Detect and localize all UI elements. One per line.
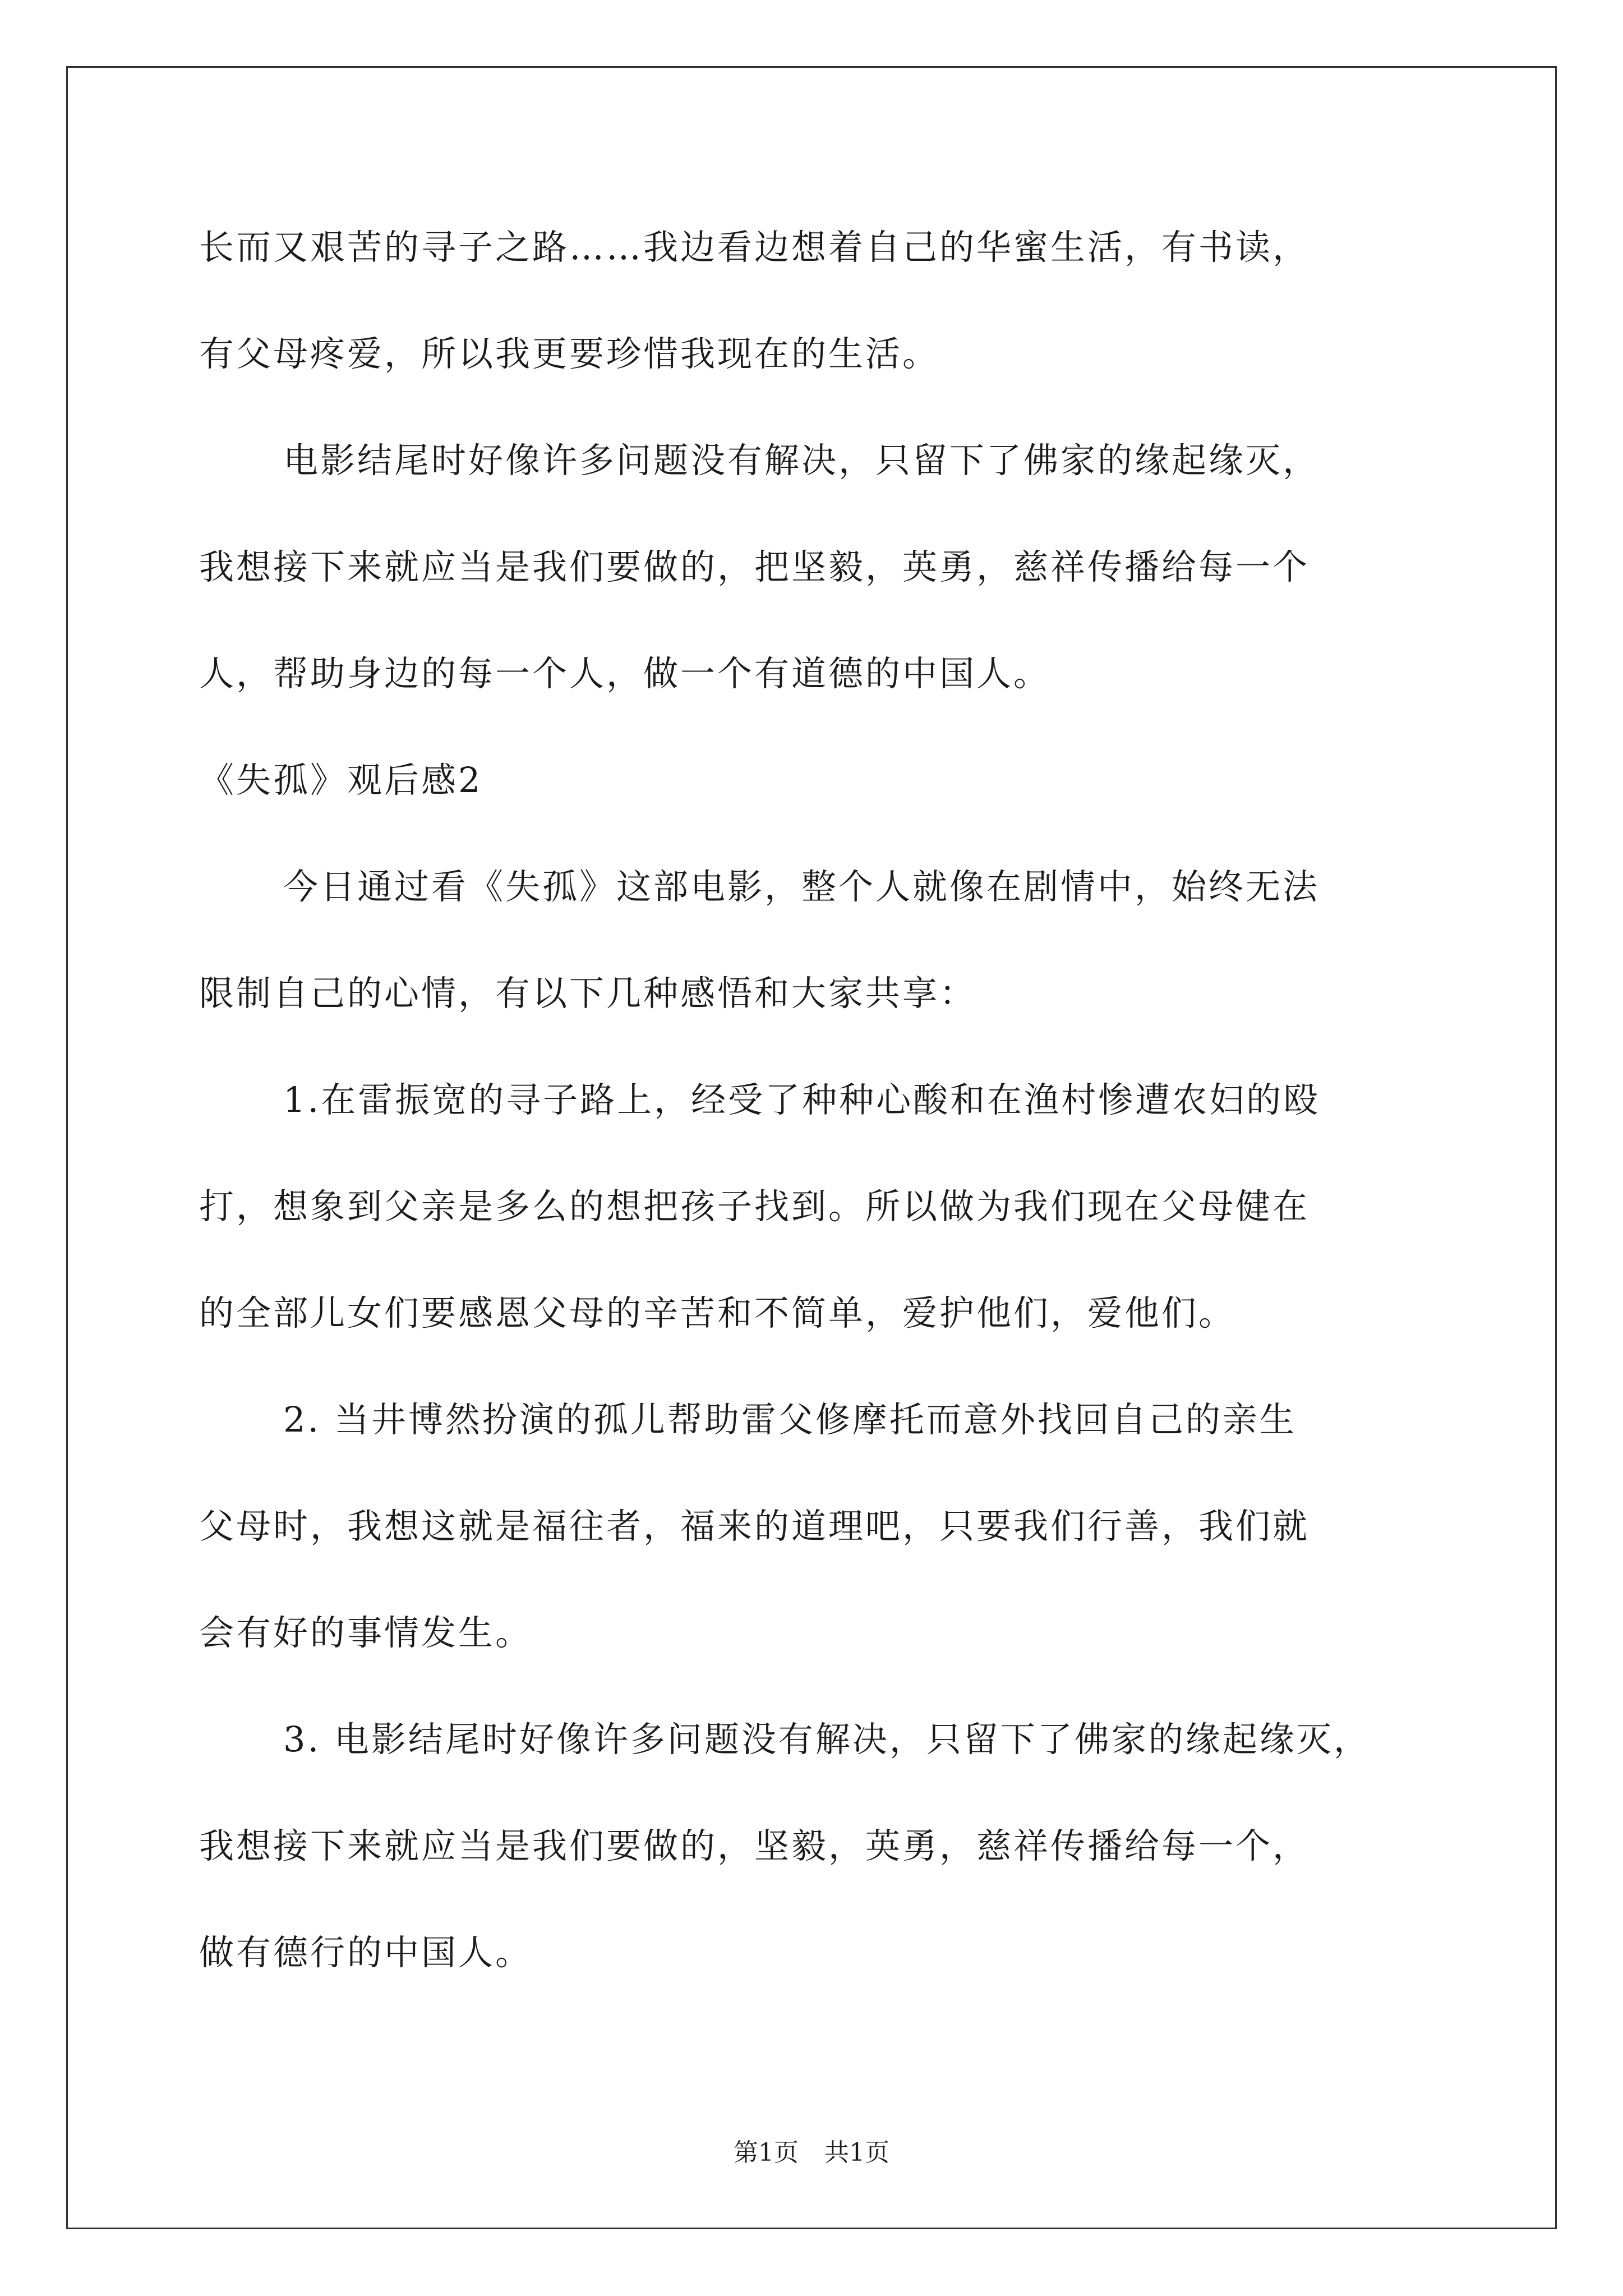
text-line: 电影结尾时好像许多问题没有解决，只留下了佛家的缘起缘灭， xyxy=(283,440,1320,481)
text-line: 的全部儿女们要感恩父母的辛苦和不简单，爱护他们，爱他们。 xyxy=(199,1292,1236,1333)
page-number: 第1页 xyxy=(734,2138,799,2167)
text-line: 3. 电影结尾时好像许多问题没有解决，只留下了佛家的缘起缘灭， xyxy=(283,1719,1371,1760)
text-line: 1.在雷振宽的寻子路上，经受了种种心酸和在渔村惨遭农妇的殴 xyxy=(283,1079,1321,1120)
text-line: 打，想象到父亲是多么的想把孩子找到。所以做为我们现在父母健在 xyxy=(199,1186,1310,1227)
text-line: 做有德行的中国人。 xyxy=(199,1932,533,1973)
page-total: 共1页 xyxy=(824,2138,889,2167)
text-line: 2. 当井博然扮演的孤儿帮助雷父修摩托而意外找回自己的亲生 xyxy=(283,1399,1297,1440)
text-line: 父母时，我想这就是福往者，福来的道理吧，只要我们行善，我们就 xyxy=(199,1506,1310,1547)
text-line: 人，帮助身边的每一个人，做一个有道德的中国人。 xyxy=(199,653,1051,694)
text-line: 我想接下来就应当是我们要做的，把坚毅，英勇，慈祥传播给每一个 xyxy=(199,546,1310,587)
text-line: 我想接下来就应当是我们要做的，坚毅，英勇，慈祥传播给每一个， xyxy=(199,1825,1310,1866)
section-heading: 《失孤》观后感2 xyxy=(199,760,483,800)
text-line: 会有好的事情发生。 xyxy=(199,1612,533,1653)
page-border xyxy=(66,66,1557,2229)
text-line: 限制自己的心情，有以下几种感悟和大家共享： xyxy=(199,973,977,1014)
text-line: 长而又艰苦的寻子之路……我边看边想着自己的华蜜生活，有书读， xyxy=(199,227,1310,268)
page-footer xyxy=(0,2136,1623,2170)
text-line: 有父母疼爱，所以我更要珍惜我现在的生活。 xyxy=(199,333,940,374)
text-line: 今日通过看《失孤》这部电影，整个人就像在剧情中，始终无法 xyxy=(283,866,1320,907)
